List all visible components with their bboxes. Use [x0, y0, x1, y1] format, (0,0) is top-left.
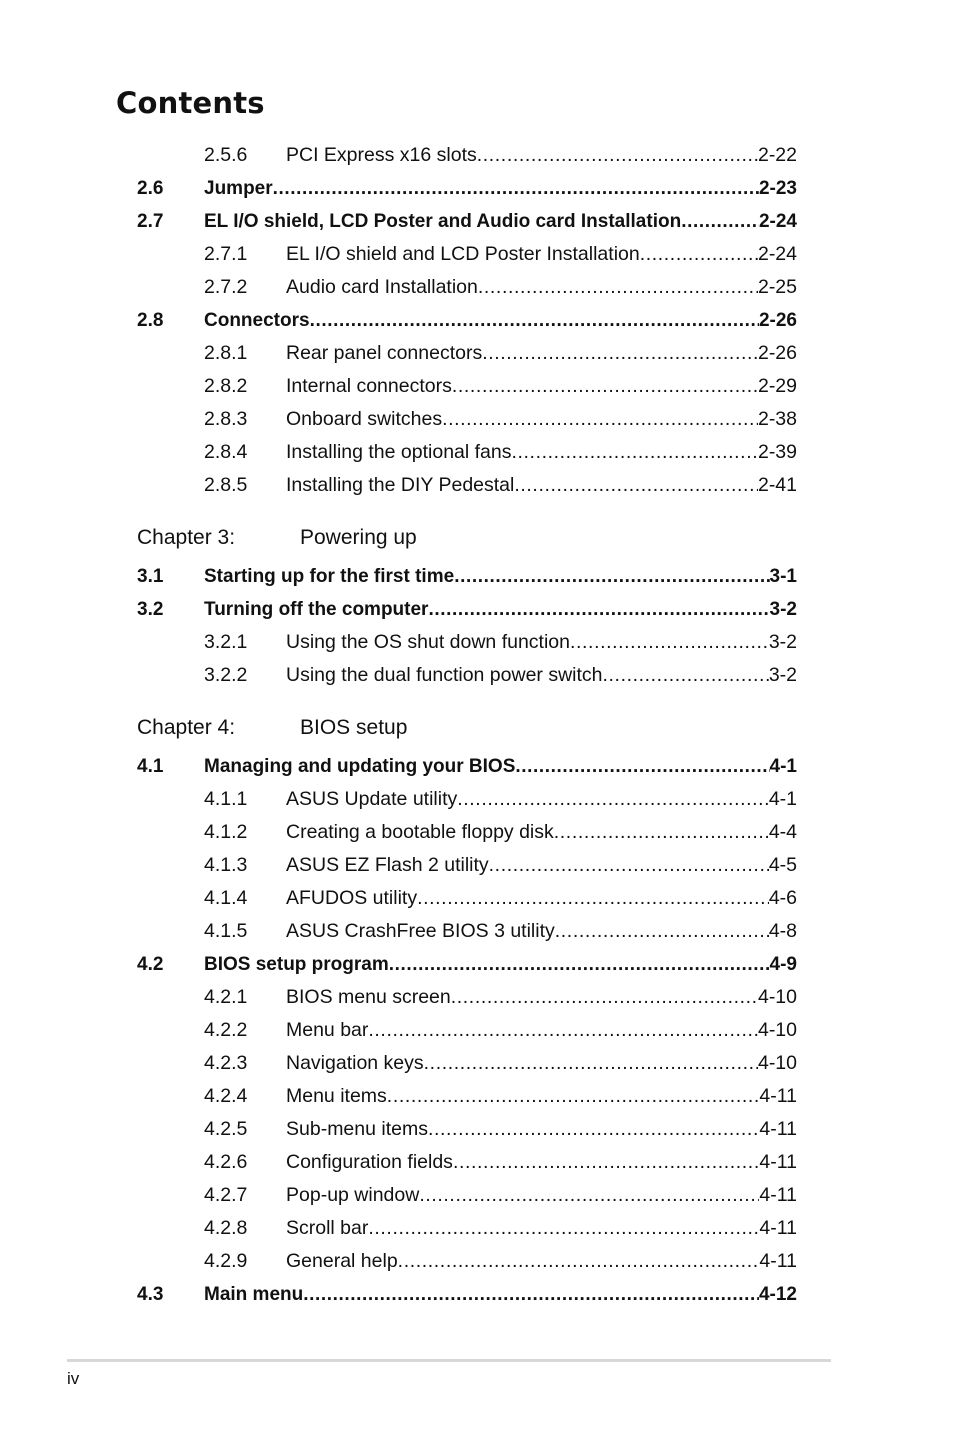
- entry-title: BIOS setup program: [204, 954, 389, 975]
- entry-page: 4-10: [757, 986, 797, 1008]
- entry-number: 4.2.6: [204, 1151, 248, 1173]
- entry-line: [286, 783, 797, 816]
- entry-number: 2.8.4: [204, 441, 248, 463]
- entry-page: 2-25: [757, 276, 797, 298]
- entry-number: 2.5.6: [204, 144, 248, 166]
- entry-line: [286, 626, 797, 659]
- toc-entry[interactable]: [0, 1278, 954, 1311]
- entry-line: [286, 1014, 797, 1047]
- entry-number: 4.2.9: [204, 1250, 248, 1272]
- toc-entry[interactable]: [0, 469, 954, 502]
- entry-number: 4.1.4: [204, 887, 248, 909]
- entry-page: 3-2: [768, 664, 797, 686]
- entry-page: 2-39: [757, 441, 797, 463]
- entry-title: ASUS EZ Flash 2 utility: [286, 854, 489, 876]
- entry-page: 4-10: [757, 1019, 797, 1041]
- entry-title: Installing the DIY Pedestal: [286, 474, 515, 496]
- dot-leader: [442, 403, 758, 436]
- toc-entry[interactable]: [0, 238, 954, 271]
- dot-leader: [389, 948, 770, 981]
- entry-title: Sub-menu items: [286, 1118, 428, 1140]
- entry-title: Starting up for the first time: [204, 566, 455, 587]
- toc-entry[interactable]: [0, 1113, 954, 1146]
- entry-title: Pop-up window: [286, 1184, 420, 1206]
- entry-line: [204, 172, 797, 205]
- entry-line: [286, 1080, 797, 1113]
- entry-number: 4.1.2: [204, 821, 248, 843]
- toc-entry[interactable]: [0, 560, 954, 593]
- table-of-contents: [0, 139, 954, 1311]
- entry-line: [286, 403, 797, 436]
- entry-number: 4.2.5: [204, 1118, 248, 1140]
- entry-page: 4-1: [768, 788, 797, 810]
- entry-line: [286, 370, 797, 403]
- toc-entry[interactable]: [0, 816, 954, 849]
- toc-entry[interactable]: [0, 139, 954, 172]
- entry-title: EL I/O shield and LCD Poster Installation: [286, 243, 640, 265]
- chapter-title: Powering up: [300, 526, 417, 549]
- toc-entry[interactable]: [0, 271, 954, 304]
- entry-number: 3.2: [137, 599, 164, 620]
- dot-leader: [555, 915, 769, 948]
- entry-number: 4.3: [137, 1284, 164, 1305]
- entry-page: 4-12: [758, 1284, 797, 1305]
- entry-line: [286, 915, 797, 948]
- footer-divider: [67, 1359, 831, 1362]
- entry-line: [204, 750, 797, 783]
- toc-entry[interactable]: [0, 1047, 954, 1080]
- toc-entry[interactable]: [0, 172, 954, 205]
- entry-page: 4-4: [768, 821, 797, 843]
- entry-page: 4-11: [759, 1217, 797, 1239]
- page-number: iv: [67, 1369, 80, 1388]
- toc-entry[interactable]: [0, 205, 954, 238]
- toc-entry[interactable]: [0, 304, 954, 337]
- entry-page: 2-24: [757, 243, 797, 265]
- entry-line: [286, 436, 797, 469]
- entry-number: Chapter 3:: [137, 526, 236, 549]
- entry-number: 4.2.1: [204, 986, 248, 1008]
- entry-number: 2.8.2: [204, 375, 248, 397]
- toc-entry[interactable]: [0, 403, 954, 436]
- toc-entry[interactable]: [0, 981, 954, 1014]
- entry-number: 4.2.8: [204, 1217, 248, 1239]
- entry-page: 4-1: [769, 756, 797, 777]
- entry-title: Audio card Installation: [286, 276, 478, 298]
- dot-leader: [482, 337, 758, 370]
- entry-line: [204, 205, 797, 238]
- entry-title: Onboard switches: [286, 408, 443, 430]
- toc-entry[interactable]: [0, 948, 954, 981]
- toc-entry[interactable]: [0, 882, 954, 915]
- entry-title: EL I/O shield, LCD Poster and Audio card Installation: [204, 211, 682, 232]
- dot-leader: [424, 1047, 758, 1080]
- entry-line: [286, 271, 797, 304]
- dot-leader: [368, 1014, 758, 1047]
- toc-entry[interactable]: [0, 337, 954, 370]
- entry-line: [286, 659, 797, 692]
- entry-title: Main menu: [204, 1284, 304, 1305]
- entry-title: Installing the optional fans: [286, 441, 512, 463]
- entry-number: 2.7.1: [204, 243, 248, 265]
- dot-leader: [452, 370, 758, 403]
- dot-leader: [603, 659, 769, 692]
- entry-page: 4-10: [757, 1052, 797, 1074]
- entry-page: 2-41: [757, 474, 797, 496]
- entry-page: 4-11: [759, 1250, 797, 1272]
- dot-leader: [273, 172, 759, 205]
- entry-title: Rear panel connectors: [286, 342, 483, 364]
- entry-number: 2.8.3: [204, 408, 248, 430]
- toc-entry[interactable]: [0, 1080, 954, 1113]
- dot-leader: [512, 436, 758, 469]
- entry-page: 2-24: [758, 211, 797, 232]
- entry-page: 2-29: [757, 375, 797, 397]
- entry-line: [286, 1047, 797, 1080]
- entry-line: [286, 139, 797, 172]
- dot-leader: [457, 783, 769, 816]
- entry-line: [286, 469, 797, 502]
- entry-title: Menu items: [286, 1085, 387, 1107]
- entry-number: 2.7.2: [204, 276, 248, 298]
- toc-entry[interactable]: [0, 783, 954, 816]
- entry-line: [286, 337, 797, 370]
- toc-entry[interactable]: [0, 915, 954, 948]
- entry-title: PCI Express x16 slots: [286, 144, 477, 166]
- toc-entry[interactable]: [0, 626, 954, 659]
- entry-title: Jumper: [204, 178, 273, 199]
- entry-page: 2-38: [757, 408, 797, 430]
- toc-entry[interactable]: [0, 370, 954, 403]
- chapter-heading: [0, 510, 954, 560]
- entry-number: 2.7: [137, 211, 164, 232]
- entry-title: Turning off the computer: [204, 599, 429, 620]
- dot-leader: [477, 139, 758, 172]
- dot-leader: [398, 1245, 760, 1278]
- entry-number: 2.8: [137, 310, 164, 331]
- toc-entry[interactable]: [0, 1212, 954, 1245]
- entry-line: [286, 1146, 797, 1179]
- entry-line: [204, 304, 797, 337]
- dot-leader: [419, 1179, 759, 1212]
- entry-number: 4.1.3: [204, 854, 248, 876]
- entry-page: 4-6: [768, 887, 797, 909]
- entry-line: [286, 882, 797, 915]
- entry-line: [286, 1179, 797, 1212]
- entry-number: 3.2.2: [204, 664, 248, 686]
- entry-number: 3.2.1: [204, 631, 248, 653]
- entry-number: 4.2.3: [204, 1052, 248, 1074]
- entry-page: 2-23: [758, 178, 797, 199]
- toc-entry[interactable]: [0, 849, 954, 882]
- toc-entry[interactable]: [0, 1014, 954, 1047]
- entry-title: Internal connectors: [286, 375, 452, 397]
- dot-leader: [453, 1146, 759, 1179]
- dot-leader: [387, 1080, 760, 1113]
- entry-number: 2.6: [137, 178, 164, 199]
- entry-title: Using the OS shut down function: [286, 631, 570, 653]
- dot-leader: [428, 1113, 759, 1146]
- entry-page: 4-11: [759, 1151, 797, 1173]
- toc-entry[interactable]: [0, 436, 954, 469]
- entry-title: Creating a bootable floppy disk: [286, 821, 554, 843]
- dot-leader: [417, 882, 769, 915]
- entry-page: 4-8: [768, 920, 797, 942]
- entry-line: [286, 849, 797, 882]
- toc-entry[interactable]: [0, 593, 954, 626]
- entry-title: General help: [286, 1250, 398, 1272]
- entry-line: [286, 1113, 797, 1146]
- dot-leader: [303, 1278, 759, 1311]
- entry-page: 4-11: [759, 1118, 797, 1140]
- entry-line: [204, 593, 797, 626]
- page-title: Contents: [116, 86, 265, 120]
- entry-number: 4.1.5: [204, 920, 248, 942]
- entry-page: 2-22: [757, 144, 797, 166]
- entry-title: Connectors: [204, 310, 310, 331]
- chapter-title: BIOS setup: [300, 716, 408, 739]
- entry-title: AFUDOS utility: [286, 887, 418, 909]
- entry-page: 2-26: [758, 310, 797, 331]
- entry-title: Menu bar: [286, 1019, 369, 1041]
- dot-leader: [454, 560, 769, 593]
- dot-leader: [451, 981, 758, 1014]
- entry-number: 4.2.2: [204, 1019, 248, 1041]
- entry-line: [204, 948, 797, 981]
- entry-line: [286, 816, 797, 849]
- dot-leader: [489, 849, 769, 882]
- entry-number: Chapter 4:: [137, 716, 236, 739]
- entry-number: 4.1: [137, 756, 164, 777]
- toc-entry[interactable]: [0, 1245, 954, 1278]
- entry-line: [204, 560, 797, 593]
- dot-leader: [514, 469, 758, 502]
- entry-page: 4-11: [759, 1085, 797, 1107]
- entry-title: Scroll bar: [286, 1217, 369, 1239]
- entry-title: ASUS CrashFree BIOS 3 utility: [286, 920, 555, 942]
- entry-page: 4-9: [769, 954, 797, 975]
- entry-title: Configuration fields: [286, 1151, 453, 1173]
- toc-entry[interactable]: [0, 1179, 954, 1212]
- toc-entry[interactable]: [0, 1146, 954, 1179]
- entry-number: 2.8.5: [204, 474, 248, 496]
- dot-leader: [681, 205, 759, 238]
- entry-title: Navigation keys: [286, 1052, 424, 1074]
- entry-page: 3-2: [768, 631, 797, 653]
- entry-line: [286, 1245, 797, 1278]
- entry-page: 4-11: [759, 1184, 797, 1206]
- entry-number: 4.2: [137, 954, 164, 975]
- dot-leader: [478, 271, 758, 304]
- entry-page: 2-26: [757, 342, 797, 364]
- dot-leader: [368, 1212, 759, 1245]
- entry-number: 4.2.4: [204, 1085, 248, 1107]
- entry-page: 3-2: [769, 599, 797, 620]
- entry-line: [286, 238, 797, 271]
- entry-number: 4.1.1: [204, 788, 248, 810]
- entry-title: ASUS Update utility: [286, 788, 458, 810]
- entry-page: 3-1: [769, 566, 797, 587]
- entry-line: [204, 1278, 797, 1311]
- entry-number: 4.2.7: [204, 1184, 248, 1206]
- dot-leader: [428, 593, 769, 626]
- entry-number: 3.1: [137, 566, 164, 587]
- dot-leader: [515, 750, 769, 783]
- entry-number: 2.8.1: [204, 342, 248, 364]
- entry-title: Using the dual function power switch: [286, 664, 603, 686]
- toc-entry[interactable]: [0, 659, 954, 692]
- entry-page: 4-5: [768, 854, 797, 876]
- dot-leader: [640, 238, 758, 271]
- entry-title: Managing and updating your BIOS: [204, 756, 516, 777]
- entry-line: [286, 1212, 797, 1245]
- toc-entry[interactable]: [0, 750, 954, 783]
- chapter-heading: [0, 700, 954, 750]
- entry-line: [286, 981, 797, 1014]
- entry-title: BIOS menu screen: [286, 986, 451, 1008]
- dot-leader: [310, 304, 759, 337]
- dot-leader: [554, 816, 769, 849]
- dot-leader: [570, 626, 769, 659]
